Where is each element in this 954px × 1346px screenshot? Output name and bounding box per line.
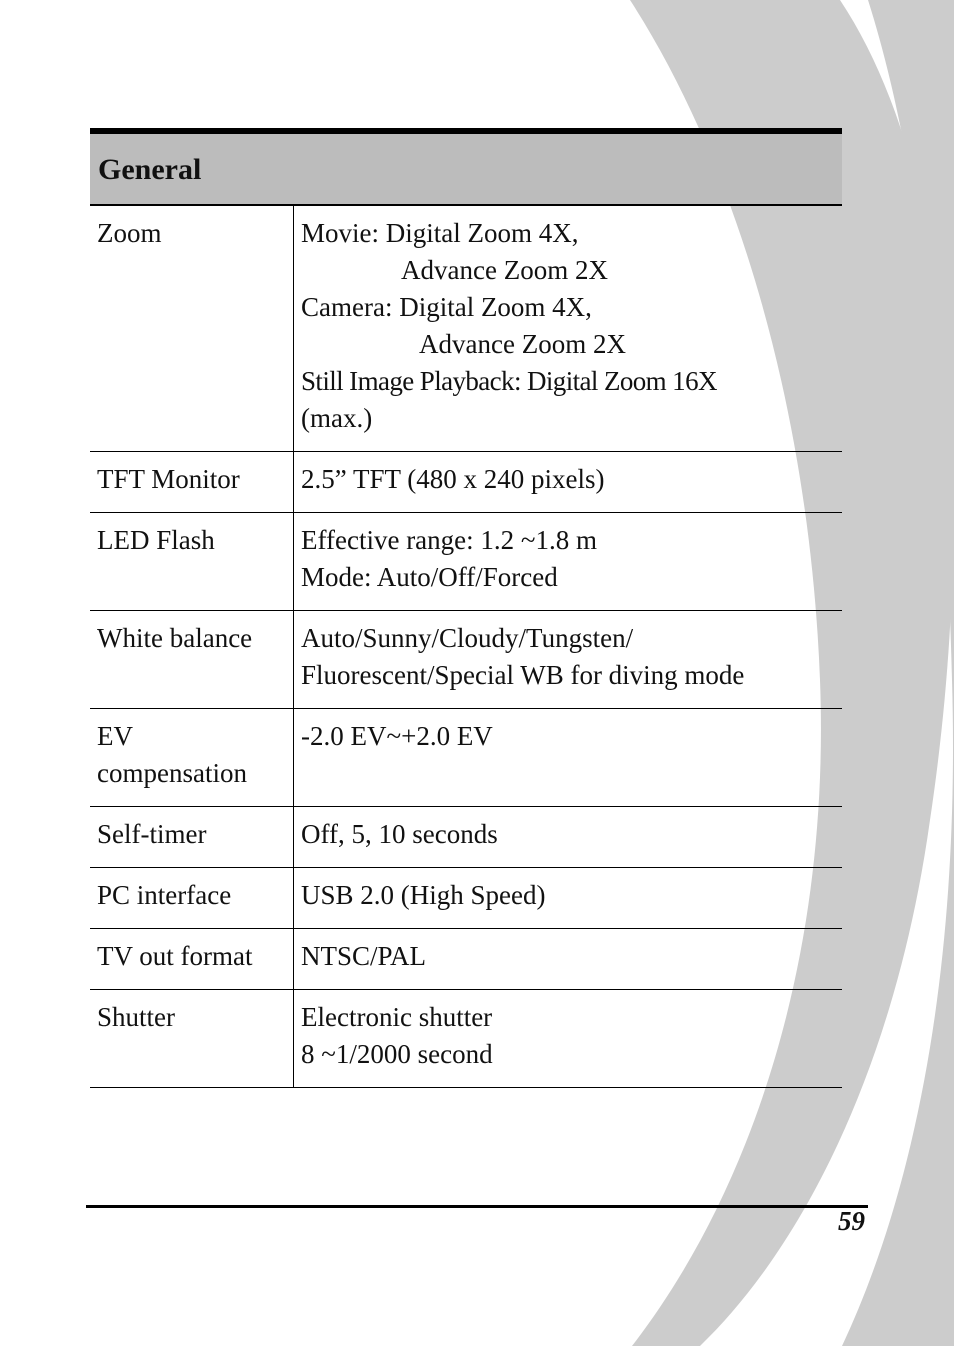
table-row — [90, 205, 842, 452]
table-row — [90, 611, 842, 709]
spec-value-line: Advance Zoom 2X — [419, 329, 626, 359]
section-title: General — [90, 131, 842, 205]
spec-value — [294, 709, 843, 807]
spec-value-line: (max.) — [301, 403, 373, 433]
spec-value — [294, 807, 843, 868]
spec-value — [294, 868, 843, 929]
spec-value-line: Mode: Auto/Off/Forced — [301, 562, 558, 592]
spec-value — [294, 452, 843, 513]
table-row — [90, 452, 842, 513]
spec-label: TV out format — [90, 929, 294, 990]
spec-label: LED Flash — [90, 513, 294, 611]
table-row — [90, 929, 842, 990]
spec-value-line: 2.5” TFT (480 x 240 pixels) — [301, 464, 605, 494]
table-row — [90, 513, 842, 611]
spec-value-line: Advance Zoom 2X — [401, 255, 608, 285]
spec-label: Self-timer — [90, 807, 294, 868]
spec-value-line: USB 2.0 (High Speed) — [301, 880, 546, 910]
spec-value-line: 8 ~1/2000 second — [301, 1039, 493, 1069]
spec-value-line: Movie: Digital Zoom 4X, — [301, 218, 579, 248]
spec-label: Zoom — [90, 205, 294, 452]
page-number: 59 — [838, 1206, 865, 1236]
spec-value-line: Electronic shutter — [301, 1002, 493, 1032]
spec-label: Shutter — [90, 990, 294, 1088]
spec-value — [294, 990, 843, 1088]
spec-value — [294, 611, 843, 709]
table-row — [90, 868, 842, 929]
spec-label: PC interface — [90, 868, 294, 929]
general-spec-table — [90, 128, 842, 1088]
table-row — [90, 990, 842, 1088]
spec-value — [294, 513, 843, 611]
spec-value — [294, 205, 843, 452]
spec-value-line: Effective range: 1.2 ~1.8 m — [301, 525, 598, 555]
spec-label: EV compensation — [90, 709, 294, 807]
spec-value-line: Off, 5, 10 seconds — [301, 819, 498, 849]
footer-divider — [86, 1205, 868, 1208]
table-row — [90, 807, 842, 868]
spec-value-line: Auto/Sunny/Cloudy/Tungsten/ — [301, 623, 634, 653]
table-header-row — [90, 131, 842, 205]
spec-label: TFT Monitor — [90, 452, 294, 513]
spec-value-line: -2.0 EV~+2.0 EV — [301, 721, 493, 751]
table-row — [90, 709, 842, 807]
spec-value — [294, 929, 843, 990]
spec-value-line: Still Image Playback: Digital Zoom 16X — [301, 366, 717, 396]
spec-value-line: Fluorescent/Special WB for diving mode — [301, 660, 745, 690]
spec-value-line: Camera: Digital Zoom 4X, — [301, 292, 592, 322]
spec-label: White balance — [90, 611, 294, 709]
spec-value-line: NTSC/PAL — [301, 941, 427, 971]
